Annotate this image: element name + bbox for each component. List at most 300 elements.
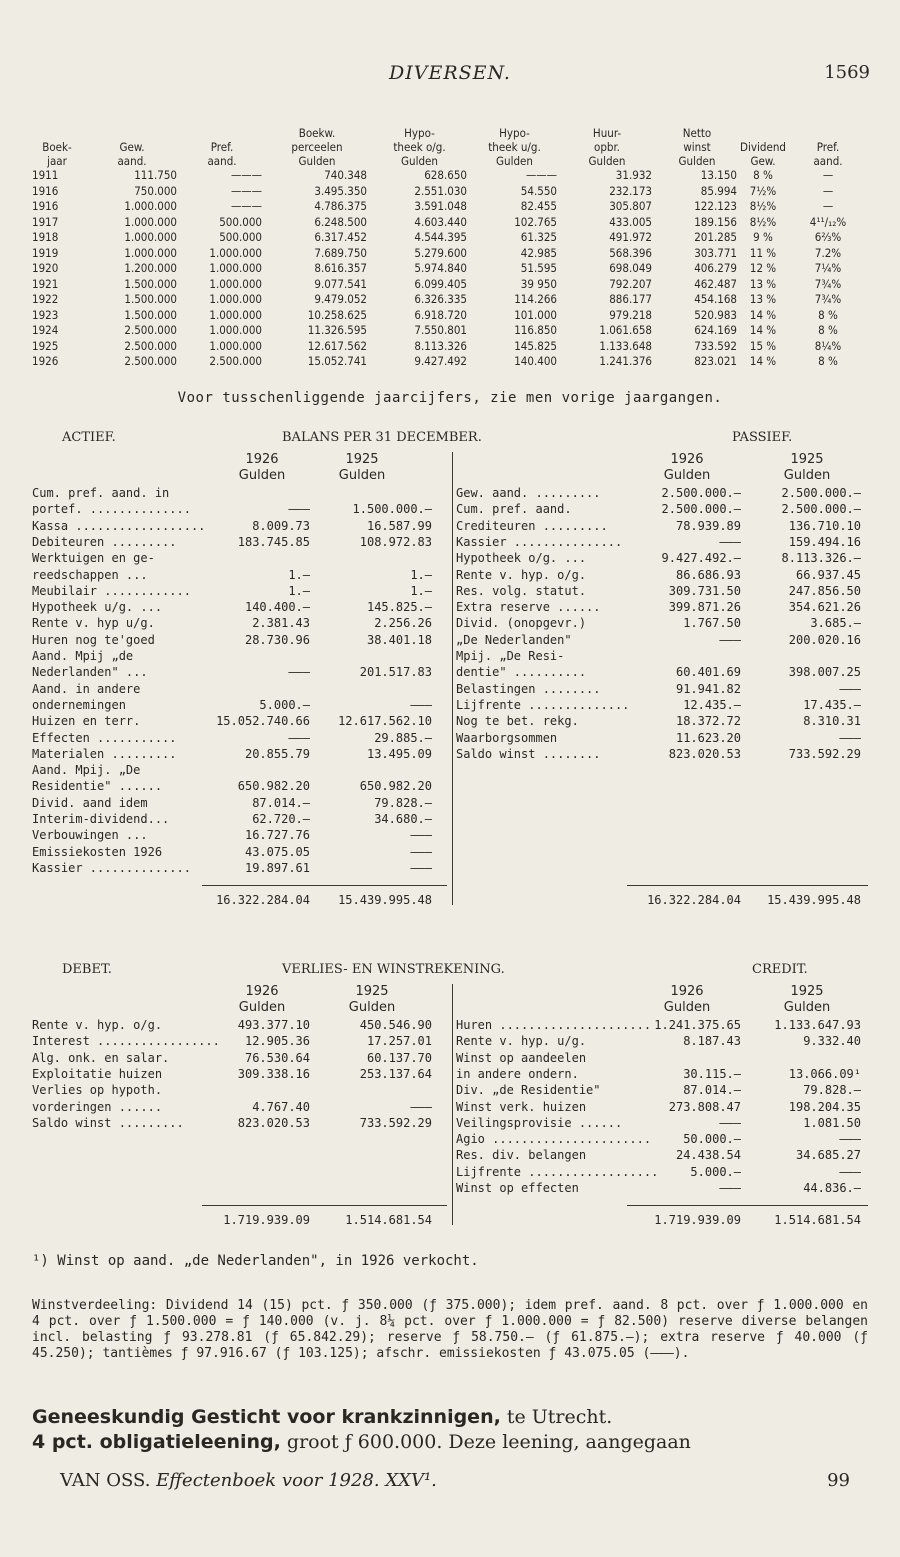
right-entry-value-current: 87.014.— bbox=[683, 1083, 741, 1098]
right-entry-label: Lijfrente .............. bbox=[456, 697, 630, 712]
footer-publisher: VAN OSS. bbox=[60, 1470, 157, 1491]
right-entry bbox=[456, 502, 861, 518]
left-entry-value-current: 140.400.— bbox=[244, 600, 310, 615]
yearly-table-cell: 1925 bbox=[32, 338, 59, 353]
yearly-table-cell: 2.500.000 bbox=[124, 323, 177, 337]
balance-sheet bbox=[32, 430, 868, 950]
right-entry bbox=[456, 1181, 861, 1197]
left-entry-value-previous: ——— bbox=[410, 697, 432, 712]
right-entry-label: Extra reserve ...... bbox=[456, 600, 601, 615]
right-entry-value-current: 1.767.50 bbox=[683, 616, 741, 631]
yearly-table-cell: 1922 bbox=[32, 292, 59, 306]
left-entry-label: Saldo winst ......... bbox=[32, 1115, 184, 1130]
right-total: 15.439.995.48 bbox=[767, 893, 861, 908]
left-entry bbox=[32, 519, 432, 535]
left-entry-value-current: 12.905.36 bbox=[244, 1034, 310, 1049]
yearly-table-cell: 10.258.625 bbox=[307, 307, 367, 322]
left-entry-value-current: 493.377.10 bbox=[237, 1018, 310, 1032]
yearly-table-cell: 750.000 bbox=[134, 183, 177, 198]
left-entry-value-previous: 145.825.— bbox=[366, 600, 432, 615]
left-entry-value-previous: ——— bbox=[410, 844, 432, 859]
yearly-table-cell: 1.000.000 bbox=[209, 292, 262, 306]
left-entry-value-previous: 1.500.000.— bbox=[352, 502, 432, 517]
left-entry-label: reedschappen ... bbox=[32, 567, 148, 582]
left-entry-label: portef. .............. bbox=[32, 502, 191, 517]
right-entry-value-previous: 247.856.50 bbox=[788, 583, 861, 598]
right-year-heading: 1925 Gulden bbox=[783, 984, 831, 1015]
yearly-table-cell: 1.200.000 bbox=[124, 261, 177, 275]
profit-loss-account bbox=[32, 962, 868, 1252]
yearly-table-cell: 15 % bbox=[749, 338, 777, 353]
yearly-table-row bbox=[32, 261, 872, 276]
right-entry-label: Hypotheek o/g. ... bbox=[456, 551, 587, 566]
right-entry-label: Rente v. hyp. u/g. bbox=[456, 1034, 587, 1049]
yearly-table-cell: 5.279.600 bbox=[414, 245, 467, 260]
credit-title: CREDIT. bbox=[752, 962, 808, 977]
right-entry-label: Cum. pref. aand. bbox=[456, 502, 572, 517]
right-entry-value-current: 11.623.20 bbox=[675, 730, 741, 745]
left-entry bbox=[32, 600, 432, 616]
yearly-table-cell: 8½% bbox=[749, 199, 777, 213]
right-entry-value-previous: 1.133.647.93 bbox=[774, 1018, 861, 1032]
pnl-titles bbox=[32, 962, 868, 978]
yearly-table-cell: 823.021 bbox=[694, 354, 737, 368]
yearly-table-cell: 1919 bbox=[32, 245, 59, 260]
right-entry-value-previous: 136.710.10 bbox=[788, 518, 861, 533]
yearly-table-row bbox=[32, 323, 872, 338]
right-entry-value-previous: 733.592.29 bbox=[788, 746, 861, 761]
right-entry-value-current: 2.500.000.— bbox=[661, 486, 741, 500]
yearly-table-cell: 303.771 bbox=[694, 245, 737, 260]
left-entry-label: Exploitatie huizen bbox=[32, 1066, 163, 1081]
left-entry bbox=[32, 486, 432, 502]
left-total-rule bbox=[202, 1205, 447, 1206]
yearly-table-cell: 11.326.595 bbox=[307, 323, 367, 337]
left-entry-label: Rente v. hyp. o/g. bbox=[32, 1018, 163, 1032]
yearly-table-row bbox=[32, 292, 872, 307]
left-entry-label: Divid. aand idem bbox=[32, 795, 148, 810]
yearly-table-cell: 102.765 bbox=[514, 214, 557, 229]
yearly-table-cell: 61.325 bbox=[520, 230, 557, 244]
yearly-table-cell: 14 % bbox=[749, 307, 777, 322]
right-entry bbox=[456, 697, 861, 714]
yearly-table-cell: 1924 bbox=[32, 323, 59, 337]
right-entry-value-current: ——— bbox=[719, 1115, 741, 1130]
left-entry-value-current: 16.727.76 bbox=[244, 828, 310, 843]
yearly-table-cell: 1916 bbox=[32, 199, 59, 213]
yearly-table-row bbox=[32, 199, 872, 214]
yearly-table-cell: 8.113.326 bbox=[414, 338, 467, 353]
yearly-table-cell: 1.000.000 bbox=[209, 276, 262, 291]
right-year-heading: 1926 Gulden bbox=[663, 984, 711, 1015]
yearly-table-cell: 8¼% bbox=[814, 338, 842, 353]
left-entry-value-current: 8.009.73 bbox=[252, 518, 310, 533]
right-entry-value-current: 1.241.375.65 bbox=[654, 1018, 741, 1032]
left-entry-value-previous: 17.257.01 bbox=[366, 1034, 432, 1049]
left-entry-value-previous: 1.— bbox=[410, 583, 432, 598]
left-entry-label: Alg. onk. en salar. bbox=[32, 1050, 170, 1065]
yearly-table-cell: 14 % bbox=[749, 323, 777, 337]
right-entry-label: Agio ...................... bbox=[456, 1132, 652, 1147]
left-entry-value-current: 43.075.05 bbox=[244, 844, 310, 859]
right-entry-value-current: 309.731.50 bbox=[668, 583, 741, 598]
left-entry bbox=[32, 1018, 432, 1034]
right-entry-value-previous: 354.621.26 bbox=[788, 600, 861, 615]
right-entry bbox=[456, 518, 861, 535]
yearly-header-cell: Hypo- theek u/g. Gulden bbox=[488, 126, 541, 168]
yearly-table-cell: 628.650 bbox=[424, 168, 467, 182]
right-entry bbox=[456, 1132, 861, 1148]
page-header bbox=[30, 62, 870, 86]
left-entry-label: Rente v. hyp u/g. bbox=[32, 616, 155, 631]
yearly-table-cell: 8 % bbox=[818, 354, 838, 368]
yearly-table-cell: 2.551.030 bbox=[414, 183, 467, 198]
left-year-heading: 1926 Gulden bbox=[238, 984, 286, 1015]
left-entry-value-current: 650.982.20 bbox=[237, 779, 310, 794]
page-title: DIVERSEN. bbox=[389, 62, 511, 84]
left-entry-value-previous: 201.517.83 bbox=[359, 665, 432, 680]
yearly-header-cell: Boekw. perceelen Gulden bbox=[291, 126, 343, 168]
yearly-table-cell: 101.000 bbox=[514, 307, 557, 322]
right-entry-value-previous: 2.500.000.— bbox=[781, 502, 861, 517]
left-entry-label: Huizen en terr. bbox=[32, 714, 141, 729]
yearly-table-cell: 733.592 bbox=[694, 338, 737, 353]
right-entry-label: Winst op aandeelen bbox=[456, 1050, 587, 1065]
left-entry-value-current: 62.720.— bbox=[252, 812, 310, 826]
right-entry bbox=[456, 1164, 861, 1181]
left-entry-label: Kassa .................. bbox=[32, 518, 206, 533]
left-entry-value-current: 15.052.740.66 bbox=[216, 714, 310, 729]
left-entry bbox=[32, 845, 432, 861]
yearly-table-cell: — bbox=[822, 183, 834, 198]
yearly-table-cell: 31.932 bbox=[615, 168, 652, 182]
yearly-table-cell: 9.479.052 bbox=[314, 292, 367, 306]
left-entry-value-current: 19.897.61 bbox=[244, 860, 310, 875]
yearly-table-row bbox=[32, 246, 872, 261]
yearly-table-cell: 792.207 bbox=[609, 276, 652, 291]
right-entry-label: Rente v. hyp. o/g. bbox=[456, 567, 587, 582]
right-entry bbox=[456, 600, 861, 616]
right-entry-value-previous: 3.685.— bbox=[810, 616, 861, 631]
yearly-table-cell: ——— bbox=[525, 168, 557, 182]
yearly-table-row bbox=[32, 168, 872, 183]
right-entry-label: Res. div. belangen bbox=[456, 1148, 587, 1163]
right-total-rule bbox=[627, 885, 868, 886]
right-entry-value-previous: ——— bbox=[839, 730, 861, 745]
yearly-table-cell: 6.248.500 bbox=[314, 214, 367, 229]
left-total-rule bbox=[202, 885, 447, 886]
yearly-table-cell: 82.455 bbox=[520, 199, 557, 213]
yearly-table-cell: 1.000.000 bbox=[124, 245, 177, 260]
yearly-table-cell: 140.400 bbox=[514, 354, 557, 368]
right-entry-label: Div. „de Residentie" bbox=[456, 1083, 601, 1098]
right-entry-label: dentie" .......... bbox=[456, 665, 587, 680]
yearly-table-cell: 6.317.452 bbox=[314, 230, 367, 244]
left-entry-value-previous: 38.401.18 bbox=[366, 632, 432, 647]
yearly-table-cell: 6.099.405 bbox=[414, 276, 467, 291]
right-entry-label: Gew. aand. ......... bbox=[456, 486, 601, 500]
next-company-name: Geneeskundig Gesticht voor krankzinnigen, bbox=[32, 1406, 501, 1428]
yearly-table-row bbox=[32, 277, 872, 292]
yearly-table-header bbox=[32, 112, 872, 168]
right-entry bbox=[456, 1148, 861, 1164]
right-entry bbox=[456, 567, 861, 584]
right-entry bbox=[456, 1083, 861, 1099]
left-entry-label: Aand. Mpij „de bbox=[32, 649, 134, 663]
yearly-table-cell: ——— bbox=[230, 168, 262, 182]
right-entry-label: Veilingsprovisie ...... bbox=[456, 1115, 623, 1130]
yearly-table-cell: 500.000 bbox=[219, 214, 262, 229]
yearly-table-cell: 406.279 bbox=[694, 261, 737, 275]
footer-book-title: Effectenboek voor 1928. XXV¹. bbox=[156, 1470, 437, 1491]
left-entry bbox=[32, 568, 432, 584]
right-entry bbox=[456, 730, 861, 747]
yearly-table-cell: 4.786.375 bbox=[314, 199, 367, 213]
yearly-header-cell: Dividend Gew. bbox=[740, 140, 786, 168]
left-entry bbox=[32, 1051, 432, 1067]
left-entry bbox=[32, 796, 432, 812]
left-entry-value-previous: 2.256.26 bbox=[374, 616, 432, 631]
yearly-table-cell: 1.000.000 bbox=[124, 199, 177, 213]
left-entry-value-current: 20.855.79 bbox=[244, 746, 310, 761]
yearly-table-cell: 111.750 bbox=[134, 168, 177, 182]
yearly-table-cell: 13 % bbox=[749, 292, 777, 306]
left-entry bbox=[32, 1116, 432, 1132]
yearly-table-cell: 51.595 bbox=[520, 261, 557, 275]
right-year-heading: 1925 Gulden bbox=[783, 452, 831, 483]
right-entry-value-current: 823.020.53 bbox=[668, 746, 741, 761]
right-total-rule bbox=[627, 1205, 868, 1206]
right-entry bbox=[456, 583, 861, 600]
liabilities-title: PASSIEF. bbox=[732, 430, 793, 445]
right-entry-label: Divid. (onopgevr.) bbox=[456, 616, 587, 631]
right-entry-value-current: 24.438.54 bbox=[675, 1148, 741, 1163]
yearly-table-cell: 189.156 bbox=[694, 214, 737, 229]
left-entry bbox=[32, 731, 432, 747]
yearly-table-cell: 6⅔% bbox=[814, 230, 842, 244]
yearly-table-cell: 462.487 bbox=[694, 276, 737, 291]
left-entry bbox=[32, 812, 432, 828]
left-entry-label: Interest ................. bbox=[32, 1034, 220, 1049]
balance-titles bbox=[32, 430, 868, 446]
yearly-header-cell: Netto winst Gulden bbox=[678, 126, 716, 168]
yearly-table-cell: 6.918.720 bbox=[414, 307, 467, 322]
yearly-table-cell: 568.396 bbox=[609, 245, 652, 260]
right-entry-value-current: 9.427.492.— bbox=[661, 551, 741, 566]
left-entry-value-current: 76.530.64 bbox=[244, 1050, 310, 1065]
left-entry bbox=[32, 747, 432, 763]
right-entry bbox=[456, 632, 861, 649]
left-entry-value-current: ——— bbox=[288, 502, 310, 517]
yearly-table-cell: 8 % bbox=[753, 168, 773, 182]
right-entry bbox=[456, 1034, 861, 1050]
right-entry-value-current: 2.500.000.— bbox=[661, 502, 741, 517]
left-entry-label: Hypotheek u/g. ... bbox=[32, 600, 163, 615]
yearly-table-cell: 1.000.000 bbox=[124, 230, 177, 244]
yearly-header-cell: Hypo- theek o/g. Gulden bbox=[393, 126, 446, 168]
yearly-table-cell: 1.500.000 bbox=[124, 307, 177, 322]
left-entry-value-previous: 13.495.09 bbox=[366, 746, 432, 761]
left-entry-value-previous: 1.— bbox=[410, 567, 432, 582]
right-entry-value-previous: 398.007.25 bbox=[788, 665, 861, 680]
yearly-table-cell: 2.500.000 bbox=[209, 354, 262, 368]
yearly-table-cell: 8.616.357 bbox=[314, 261, 367, 275]
left-entry bbox=[32, 828, 432, 844]
left-entry-label: Residentie" ...... bbox=[32, 779, 163, 794]
left-entry-value-current: 1.— bbox=[288, 583, 310, 598]
yearly-table-cell: 114.266 bbox=[514, 292, 557, 306]
yearly-table-cell: 979.218 bbox=[609, 307, 652, 322]
yearly-table-row bbox=[32, 354, 872, 369]
yearly-table-cell: 39 950 bbox=[520, 276, 557, 291]
left-entry-label: Aand. in andere bbox=[32, 681, 141, 696]
yearly-table-cell: 454.168 bbox=[694, 292, 737, 306]
right-entry-value-current: 91.941.82 bbox=[675, 681, 741, 696]
balance-title: BALANS PER 31 DECEMBER. bbox=[282, 430, 482, 445]
yearly-table-cell: 11 % bbox=[749, 245, 777, 260]
left-entry-value-current: 309.338.16 bbox=[237, 1066, 310, 1081]
yearly-table-cell: 201.285 bbox=[694, 230, 737, 244]
right-entry-value-current: 60.401.69 bbox=[675, 665, 741, 680]
yearly-table-cell: 6.326.335 bbox=[414, 292, 467, 306]
yearly-table-cell: 54.550 bbox=[520, 183, 557, 198]
left-entry-label: Cum. pref. aand. in bbox=[32, 486, 170, 500]
right-entry bbox=[456, 649, 856, 665]
column-divider bbox=[452, 452, 453, 905]
yearly-table-cell: 624.169 bbox=[694, 323, 737, 337]
right-entry-value-current: 399.871.26 bbox=[668, 600, 741, 615]
right-entry-value-previous: 198.204.35 bbox=[788, 1099, 861, 1114]
yearly-table-row bbox=[32, 339, 872, 354]
right-entry-label: Waarborgsommen bbox=[456, 730, 558, 745]
left-year-heading: 1926 Gulden bbox=[238, 452, 286, 483]
left-entry-value-previous: 12.617.562.10 bbox=[338, 714, 432, 729]
yearly-table-cell: 886.177 bbox=[609, 292, 652, 306]
left-entry-label: Debiteuren ......... bbox=[32, 534, 177, 549]
left-entry-label: Materialen ......... bbox=[32, 746, 177, 761]
yearly-table-cell: 1.000.000 bbox=[124, 214, 177, 229]
yearly-table-cell: 1921 bbox=[32, 276, 59, 291]
right-entry bbox=[456, 1018, 861, 1034]
left-entry-value-current: 183.745.85 bbox=[237, 534, 310, 549]
yearly-table-cell: 305.807 bbox=[609, 199, 652, 213]
right-entry-label: in andere ondern. bbox=[456, 1066, 579, 1081]
yearly-table-cell: ——— bbox=[230, 183, 262, 198]
right-entry-label: Lijfrente .................. bbox=[456, 1164, 659, 1179]
yearly-table-cell: 12.617.562 bbox=[307, 338, 367, 353]
right-entry bbox=[456, 1099, 861, 1116]
left-entry-label: vorderingen ...... bbox=[32, 1099, 163, 1114]
yearly-header-cell: Pref. aand. bbox=[207, 140, 237, 168]
yearly-table-cell: 1.000.000 bbox=[209, 245, 262, 260]
right-entry-label: Nog te bet. rekg. bbox=[456, 714, 579, 729]
left-total: 1.719.939.09 bbox=[223, 1213, 310, 1228]
yearly-table-cell: 9.427.492 bbox=[414, 354, 467, 368]
yearly-table-cell: 1920 bbox=[32, 261, 59, 275]
right-entry bbox=[456, 714, 861, 730]
left-entry-value-current: 28.730.96 bbox=[244, 632, 310, 647]
yearly-table-cell: 1.000.000 bbox=[209, 323, 262, 337]
yearly-table-cell: 491.972 bbox=[609, 230, 652, 244]
yearly-table-cell: 1917 bbox=[32, 214, 59, 229]
intermediate-years-note: Voor tusschenliggende jaarcijfers, zie men vorige jaargangen. bbox=[177, 390, 723, 406]
left-entry bbox=[32, 861, 432, 877]
left-entry bbox=[32, 1083, 432, 1099]
loan-title: 4 pct. obligatieleening, bbox=[32, 1431, 281, 1453]
right-entry bbox=[456, 1051, 856, 1067]
right-entry-label: „De Nederlanden" bbox=[456, 632, 572, 647]
yearly-table-cell: 433.005 bbox=[609, 214, 652, 229]
right-entry-label: Saldo winst ........ bbox=[456, 746, 601, 761]
yearly-table-cell: 1923 bbox=[32, 307, 59, 322]
yearly-table-cell: 116.850 bbox=[514, 323, 557, 337]
yearly-table-row bbox=[32, 230, 872, 245]
right-entry-value-current: 50.000.— bbox=[683, 1132, 741, 1147]
debit-title: DEBET. bbox=[62, 962, 112, 977]
yearly-table-cell: 7.550.801 bbox=[414, 323, 467, 337]
yearly-table-cell: 9 % bbox=[753, 230, 773, 244]
right-total: 1.514.681.54 bbox=[774, 1213, 861, 1228]
left-total: 16.322.284.04 bbox=[216, 893, 310, 908]
right-entry-label: Huren ..................... bbox=[456, 1018, 652, 1032]
yearly-table-cell: 7¾% bbox=[814, 292, 842, 306]
left-entry-label: Meubilair ............ bbox=[32, 583, 191, 598]
yearly-table-row bbox=[32, 184, 872, 199]
yearly-table-cell: 7.689.750 bbox=[314, 245, 367, 260]
yearly-table-cell: 12 % bbox=[749, 261, 777, 275]
left-entry-value-current: 87.014.— bbox=[252, 795, 310, 810]
left-entry-value-current: ——— bbox=[288, 665, 310, 680]
right-entry-value-previous: ——— bbox=[839, 681, 861, 696]
right-entry-value-previous: 9.332.40 bbox=[803, 1034, 861, 1049]
footer-source bbox=[60, 1470, 437, 1491]
yearly-table-cell: 740.348 bbox=[324, 168, 367, 182]
right-entry-label: Mpij. „De Resi- bbox=[456, 649, 565, 663]
pnl-title: VERLIES- EN WINSTREKENING. bbox=[282, 962, 505, 977]
right-entry-value-current: ——— bbox=[719, 1181, 741, 1195]
left-entry-label: Effecten ........... bbox=[32, 730, 177, 745]
left-entry-value-current: 823.020.53 bbox=[237, 1115, 310, 1130]
right-entry-value-current: 30.115.— bbox=[683, 1066, 741, 1081]
left-entry-value-current: 4.767.40 bbox=[252, 1099, 310, 1114]
left-entry bbox=[32, 1034, 432, 1050]
right-entry-value-previous: 44.836.— bbox=[803, 1181, 861, 1195]
left-entry-value-previous: 60.137.70 bbox=[366, 1050, 432, 1065]
right-entry bbox=[456, 616, 861, 632]
yearly-table-cell: 1.000.000 bbox=[209, 307, 262, 322]
yearly-table-cell: 14 % bbox=[749, 354, 777, 368]
left-entry-value-previous: ——— bbox=[410, 860, 432, 875]
left-entry bbox=[32, 698, 432, 714]
left-entry bbox=[32, 665, 432, 681]
right-total: 16.322.284.04 bbox=[647, 893, 741, 908]
left-entry-label: Nederlanden" ... bbox=[32, 665, 148, 680]
right-entry-label: Kassier ............... bbox=[456, 534, 623, 549]
yearly-table-cell: 9.077.541 bbox=[314, 276, 367, 291]
left-entry-value-previous: 29.885.— bbox=[374, 730, 432, 745]
left-total: 1.514.681.54 bbox=[345, 1213, 432, 1228]
assets-title: ACTIEF. bbox=[62, 430, 116, 445]
yearly-table-cell: — bbox=[822, 199, 834, 213]
next-company-entry bbox=[32, 1405, 868, 1455]
left-entry-label: Emissiekosten 1926 bbox=[32, 844, 163, 859]
yearly-table-cell: 1.061.658 bbox=[599, 323, 652, 337]
left-entry-value-previous: 79.828.— bbox=[374, 795, 432, 810]
left-entry bbox=[32, 1067, 432, 1083]
yearly-table-cell: 122.123 bbox=[694, 199, 737, 213]
yearly-table-cell: ——— bbox=[230, 199, 262, 213]
right-entry bbox=[456, 1115, 861, 1132]
